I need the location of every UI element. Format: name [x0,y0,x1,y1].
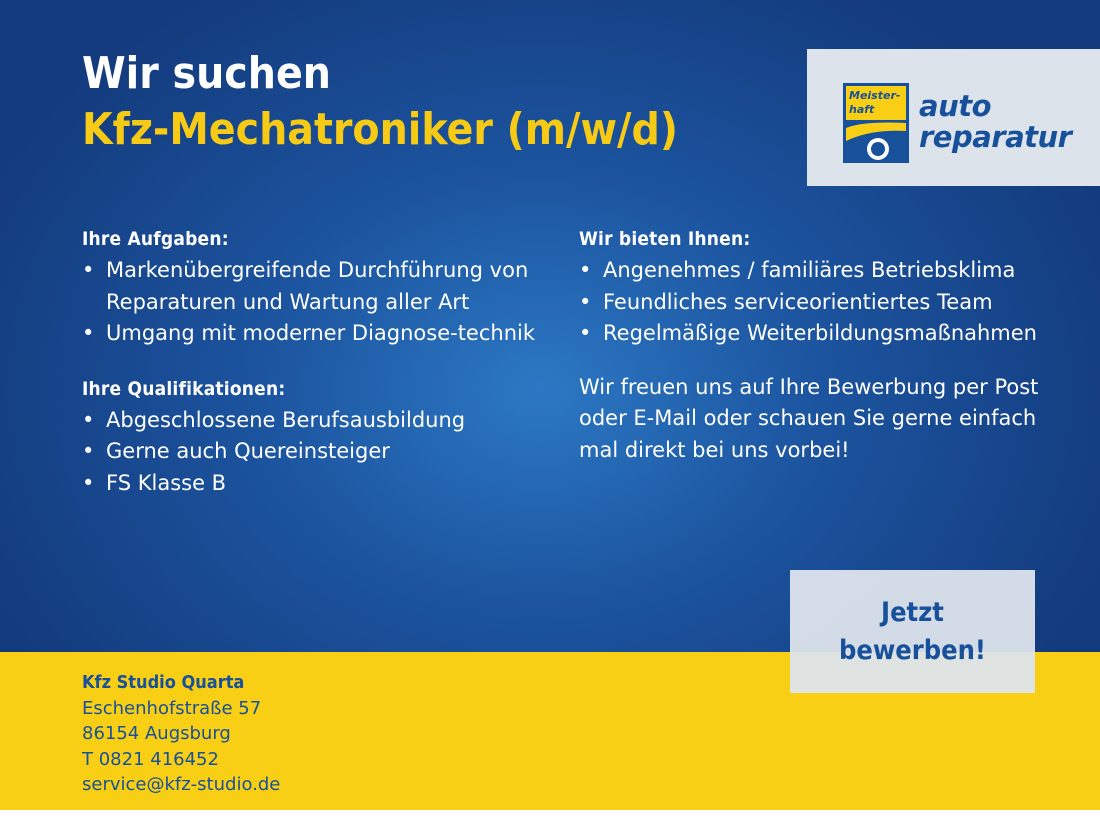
email-link[interactable]: service@kfz-studio.de [82,774,281,795]
qualifications-heading: Ihre Qualifikationen: [82,377,286,400]
left-column [82,224,542,499]
list-item: • Feundliches serviceorientiertes Team [579,287,1059,319]
apply-button-line-2: bewerben! [838,634,986,666]
company-logo [807,49,1100,186]
list-item: • Regelmäßige Weiterbildungsmaßnahmen [579,318,1059,350]
headline-job-title: Kfz-Mechatroniker (m/w/d) [82,104,678,155]
offer-heading: Wir bieten Ihnen: [579,228,751,250]
company-name: Kfz Studio Quarta [82,672,245,693]
list-item: • Umgang mit moderner Diagnose-technik [82,318,542,350]
logo-word-auto: auto [919,89,992,123]
tasks-list [82,255,542,350]
qualifications-list [82,405,542,500]
logo-word-reparatur: reparatur [919,120,1072,154]
list-item: • Angenehmes / familiäres Betriebsklima [579,255,1059,287]
headline-line-1: Wir suchen [82,48,331,99]
list-item: • Abgeschlossene Berufsausbildung [82,405,542,437]
headline [82,46,678,158]
logo-badge-line-2: haft [849,103,875,116]
apply-now-button[interactable] [790,570,1035,693]
list-item: • FS Klasse B [82,468,542,500]
bottom-strip [0,810,1100,817]
apply-text: Wir freuen uns auf Ihre Bewerbung per Post oder E-Mail oder schauen Sie gerne einfach mal direkt bei uns vorbei! [579,374,1039,462]
list-item: • Gerne auch Quereinsteiger [82,436,542,468]
logo-wordmark [919,91,1071,153]
meisterhaft-logo-icon [843,83,909,163]
street-address: Eschenhofstraße 57 [82,697,262,719]
offer-list [579,255,1059,350]
right-column [579,224,1059,466]
apply-button-line-1: Jetzt [881,596,944,628]
list-item: • Markenübergreifende Durchführung von Reparaturen und Wartung aller Art [82,255,542,318]
contact-block [82,670,280,798]
phone-number: T 0821 416452 [82,748,219,770]
city-address: 86154 Augsburg [82,723,231,744]
tasks-heading: Ihre Aufgaben: [82,228,229,250]
logo-badge-line-1: Meister- [849,89,901,102]
